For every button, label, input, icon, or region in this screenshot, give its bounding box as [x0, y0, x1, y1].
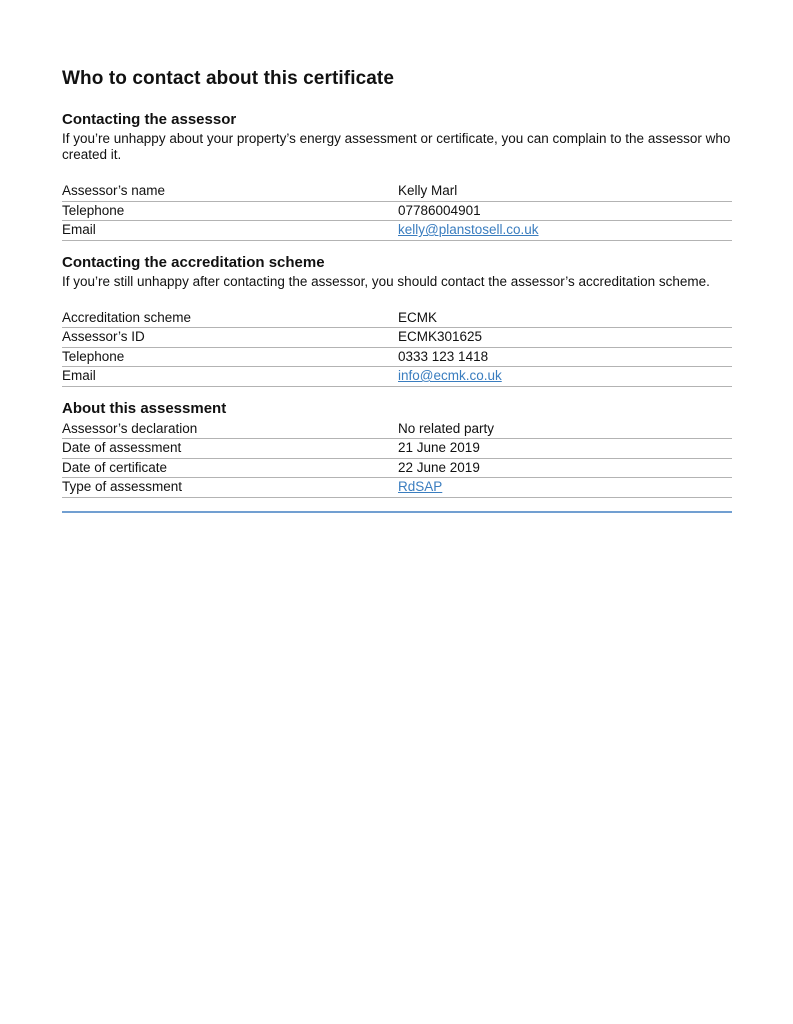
assessor-telephone-value: 07786004901	[398, 201, 732, 221]
row-label: Assessor’s name	[62, 182, 398, 201]
section-heading: Contacting the assessor	[62, 111, 237, 128]
row-label: Type of assessment	[62, 478, 398, 498]
table-row	[62, 221, 732, 241]
table-row	[62, 420, 732, 439]
row-label: Assessor’s ID	[62, 328, 398, 348]
row-label: Telephone	[62, 201, 398, 221]
row-label: Email	[62, 221, 398, 241]
section-intro: If you’re still unhappy after contacting the assessor, you should contact the assessor’s accreditation scheme.	[62, 273, 710, 289]
row-label: Date of certificate	[62, 458, 398, 478]
table-row	[62, 367, 732, 387]
section-contacting-accreditation-scheme	[62, 254, 732, 387]
date-of-assessment-value: 21 June 2019	[398, 439, 732, 459]
assessor-email-link[interactable]: kelly@planstosell.co.uk	[398, 222, 539, 237]
row-label: Assessor’s declaration	[62, 420, 398, 439]
scheme-email-link[interactable]: info@ecmk.co.uk	[398, 368, 502, 383]
table-row	[62, 347, 732, 367]
page-title: Who to contact about this certificate	[62, 68, 394, 89]
row-label: Accreditation scheme	[62, 309, 398, 328]
table-row	[62, 478, 732, 498]
about-assessment-table	[62, 420, 732, 498]
bottom-divider	[62, 511, 732, 513]
section-about-assessment	[62, 400, 732, 498]
table-row	[62, 328, 732, 348]
section-intro: If you’re unhappy about your property’s energy assessment or certificate, you can complain to the assessor who created it.	[62, 131, 731, 162]
section-heading: Contacting the accreditation scheme	[62, 253, 325, 271]
scheme-telephone-value: 0333 123 1418	[398, 347, 732, 367]
table-row	[62, 182, 732, 201]
section-contacting-assessor	[62, 111, 732, 241]
row-label: Date of assessment	[62, 439, 398, 459]
date-of-certificate-value: 22 June 2019	[398, 458, 732, 478]
row-label: Telephone	[62, 347, 398, 367]
assessor-declaration-value: No related party	[398, 420, 732, 439]
table-row	[62, 439, 732, 459]
assessor-id-value: ECMK301625	[398, 328, 732, 348]
section-heading: About this assessment	[62, 399, 227, 417]
table-row	[62, 458, 732, 478]
accreditation-scheme-value: ECMK	[398, 309, 732, 328]
table-row	[62, 201, 732, 221]
table-row	[62, 309, 732, 328]
assessor-name-value: Kelly Marl	[398, 182, 732, 201]
assessment-type-link[interactable]: RdSAP	[398, 479, 443, 494]
accreditation-scheme-table	[62, 309, 732, 387]
assessor-contact-table	[62, 182, 732, 241]
row-label: Email	[62, 367, 398, 387]
